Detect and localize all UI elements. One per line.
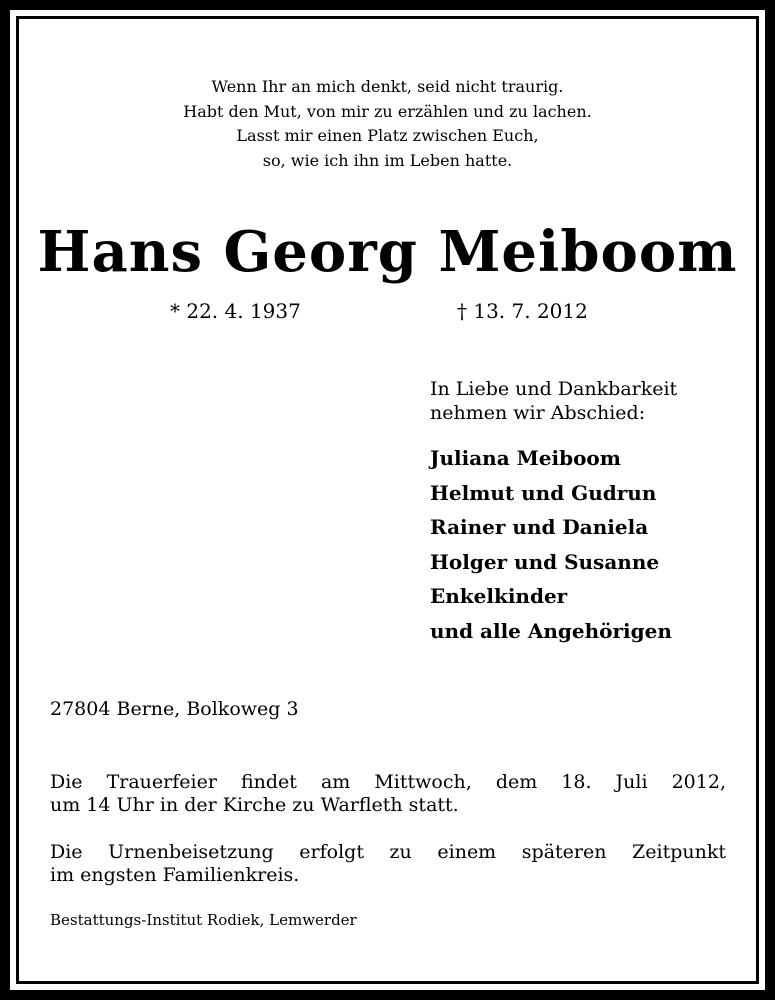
mourner: Juliana Meiboom — [430, 446, 621, 470]
poem — [0, 75, 775, 173]
burial-line: im engsten Familienkreis. — [50, 864, 300, 886]
mourners-list — [430, 441, 672, 648]
poem-line: so, wie ich ihn im Leben hatte. — [262, 150, 513, 170]
ceremony-line: Die Trauerfeier findet am Mittwoch, dem 18. Juli 2012, — [50, 771, 726, 793]
burial-notice — [50, 841, 726, 887]
death-date: † 13. 7. 2012 — [457, 299, 588, 323]
mourner: Rainer und Daniela — [430, 515, 649, 539]
mourner: Enkelkinder — [430, 584, 568, 608]
mourner: Holger und Susanne — [430, 549, 660, 574]
poem-line: Habt den Mut, von mir zu erzählen und zu lachen. — [183, 101, 592, 121]
ceremony-notice — [50, 771, 726, 817]
intro-line: nehmen wir Abschied: — [430, 402, 646, 424]
birth-date: * 22. 4. 1937 — [170, 299, 301, 323]
address: 27804 Berne, Bolkoweg 3 — [50, 698, 299, 720]
funeral-home: Bestattungs-Institut Rodiek, Lemwerder — [50, 911, 357, 929]
intro-line: In Liebe und Dankbarkeit — [430, 378, 678, 400]
mourner: Helmut und Gudrun — [430, 480, 657, 505]
ceremony-line: um 14 Uhr in der Kirche zu Warfleth statt. — [50, 794, 459, 816]
poem-line: Lasst mir einen Platz zwischen Euch, — [236, 126, 539, 145]
farewell-intro — [430, 377, 677, 425]
deceased-name: Hans Georg Meiboom — [37, 219, 738, 285]
poem-line: Wenn Ihr an mich denkt, seid nicht traurig. — [211, 77, 564, 96]
mourner: und alle Angehörigen — [430, 618, 672, 643]
burial-line: Die Urnenbeisetzung erfolgt zu einem späteren Zeitpunkt — [50, 841, 726, 863]
